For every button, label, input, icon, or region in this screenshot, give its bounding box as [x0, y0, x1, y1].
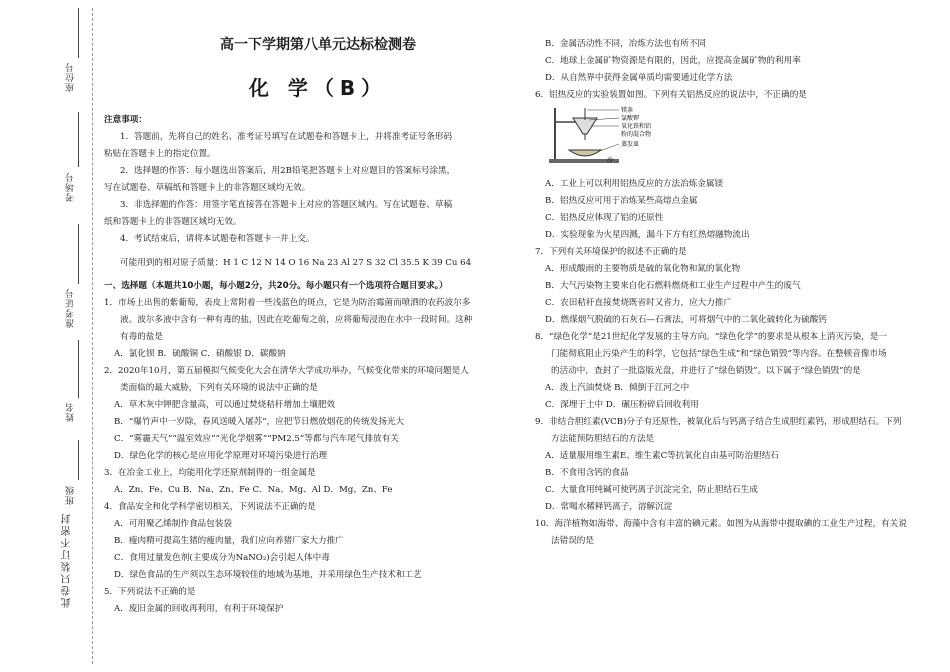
q4-option-c: C．食用过量发色剂(主要成分为NaNO₂)会引起人体中毒 — [114, 553, 330, 563]
leader-line — [597, 144, 619, 152]
q3-line-a: 3．在冶金工业上，均能用化学还原剂制得的一组金属是 — [104, 468, 316, 478]
q1-line-a: 1．市场上出售的紫葡萄，表皮上常附着一些浅蓝色的斑点，它是为防治霉菌而喷洒的农药波尔多 — [104, 298, 471, 308]
label-iron-oxide-aluminum: 氧化铁和铝 — [621, 123, 652, 130]
seat-number-label: 座位号 — [66, 62, 76, 92]
note-2b: 写在试题卷、草稿纸和答题卡上的非答题区域均无效。 — [104, 183, 311, 193]
q5-option-b: B．金属活动性不同，冶炼方法也有所不同 — [545, 39, 707, 49]
q2-option-c: C．“雾霾天气”“温室效应”“光化学烟雾”“PM2.5”等都与汽车尾气排放有关 — [114, 434, 399, 444]
q6-line-a: 6．铝热反应的实验装置如图。下列有关铝热反应的说法中，不正确的是 — [535, 90, 807, 100]
q8-line-c: 的活动中，查封了一批盗版光盘，并进行了“绿色销毁”。以下属于“绿色销毁”的是 — [551, 366, 861, 376]
binding-dashed-line — [92, 8, 93, 664]
subject-title: 化 学（B） — [248, 76, 388, 100]
q4-option-d: D．绿色食品的生产须以生态环境较佳的地域为基地，并采用绿色生产技术和工艺 — [114, 570, 422, 580]
q4-option-a: A．可用聚乙烯制作食品包装袋 — [114, 519, 232, 529]
q9-option-b: B．不食用含钙的食品 — [545, 468, 629, 478]
q8-line-a: 8．“绿色化学”是21世纪化学发展的主导方向。“绿色化学”的要求是从根本上消灭污染，是一 — [535, 332, 887, 342]
ticket-number-label: 准考证号 — [66, 288, 76, 328]
q6-option-b: B．铝热反应可用于冶炼某些高熔点金属 — [545, 196, 698, 206]
q7-option-d: D．燃煤烟气脱硫的石灰石—石膏法，可将烟气中的二氧化硫转化为硫酸钙 — [545, 315, 827, 325]
q1-options: A．氯化钡 B．硫酸铜 C．硝酸银 D．碳酸钠 — [114, 349, 286, 359]
notes-heading: 注意事项： — [104, 115, 147, 125]
q2-line-a: 2．2020年10月，第五届模拟气候变化大会在清华大学成功举办，气候变化带来的环境问题是人 — [104, 366, 469, 376]
note-3a: 3．非选择题的作答：用签字笔直接答在答题卡上对应的答题区域内。写在试题卷、草稿 — [120, 200, 453, 210]
q6-option-a: A．工业上可以利用铝热反应的方法冶炼金属镁 — [545, 179, 724, 189]
q8-options-cd: C．深埋于土中 D．碾压粉碎后回收利用 — [545, 400, 699, 410]
evaporating-dish — [569, 150, 601, 156]
q2-option-b: B．“爆竹声中一岁除，春风送暖入屠苏”，应把节日燃放烟花的传统发扬光大 — [114, 417, 405, 427]
section-1-heading: 一、选择题（本题共10小题，每小题2分，共20分。每小题只有一个选项符合题目要求。） — [104, 281, 448, 291]
exam-room-blank — [78, 112, 79, 167]
q7-option-a: A．形成酸雨的主要物质是硫的氧化物和氮的氧化物 — [545, 264, 741, 274]
left-column — [104, 112, 472, 618]
exam-title: 高一下学期第八单元达标检测卷 — [220, 37, 416, 53]
note-1a: 1．答题前，先将自己的姓名、准考证号填写在试题卷和答题卡上，并将准考证号条形码 — [120, 132, 453, 142]
label-sand: 沙 — [607, 157, 614, 164]
seat-number-blank — [78, 8, 79, 58]
q10-line-b: 法错误的是 — [551, 536, 594, 546]
seal-notice: 此卷只装订不密封 — [62, 512, 73, 608]
name-blank — [78, 340, 79, 398]
q9-line-b: 方法能预防胆结石的方法是 — [551, 434, 655, 444]
exam-room-label: 考场号 — [66, 172, 76, 202]
class-blank — [78, 440, 79, 480]
q4-option-b: B．瘦肉精可提高生猪的瘦肉量，我们应向养猪厂家大力推广 — [114, 536, 344, 546]
q6-option-c: C．铝热反应体现了铝的还原性 — [545, 213, 664, 223]
q7-option-c: C．农田秸秆直接焚烧既省时又省力，应大力推广 — [545, 298, 733, 308]
q2-option-a: A．草木灰中钾肥含量高，可以通过焚烧秸秆增加土壤肥效 — [114, 400, 336, 410]
q6-option-d: D．实验现象为火星四溅，漏斗下方有红热熔融物流出 — [545, 230, 750, 240]
ticket-number-blank — [78, 224, 79, 284]
q2-line-b: 类面临的最大威胁，下列有关环境的说法中正确的是 — [120, 383, 318, 393]
q5-option-a: A．废旧金属的回收再利用，有利于环境保护 — [114, 604, 284, 614]
q4-line-a: 4．食品安全和化学科学密切相关，下列说法不正确的是 — [104, 502, 316, 512]
class-label: 班级 — [66, 485, 76, 505]
label-potassium-chlorate: 氯酸钾 — [621, 115, 640, 122]
q9-option-d: D．常喝水稀释钙离子，溶解沉淀 — [545, 502, 673, 512]
q8-options-ab: A．泼上汽油焚烧 B．倾倒于江河之中 — [545, 383, 690, 393]
q5-option-d: D．从自然界中获得金属单质均需要通过化学方法 — [545, 73, 733, 83]
q2-option-d: D．绿色化学的核心是应用化学原理对环境污染进行治理 — [114, 451, 328, 461]
note-2a: 2．选择题的作答：每小题选出答案后，用2B铅笔把答题卡上对应题目的答案标号涂黑， — [120, 166, 456, 176]
q9-option-c: C．大量食用纯碱可使钙离子沉淀完全，防止胆结石生成 — [545, 485, 758, 495]
q5-line-a: 5．下列说法不正确的是 — [104, 587, 196, 597]
note-3b: 纸和答题卡上的非答题区域均无效。 — [104, 217, 242, 227]
q1-line-c: 有毒的盐是 — [120, 332, 163, 342]
thermite-apparatus-figure — [545, 104, 715, 166]
label-magnesium: 镁条 — [621, 107, 634, 114]
atomic-masses: 可能用到的相对原子质量：H 1 C 12 N 14 O 16 Na 23 Al 27 S 32 Cl 35.5 K 39 Cu 64 — [120, 258, 472, 268]
q8-line-b: 门能彻底阻止污染产生的科学，它包括“绿色生成”和“绿色销毁”等内容。在整顿音像市场 — [551, 349, 887, 359]
label-evaporating-dish: 蒸发皿 — [621, 141, 640, 148]
q1-line-b: 液。波尔多液中含有一种有毒的盐，因此在吃葡萄之前，应将葡萄浸泡在水中一段时间。这种 — [120, 315, 473, 325]
q7-line-a: 7．下列有关环境保护的叙述不正确的是 — [535, 247, 687, 257]
note-4: 4．考试结束后，请将本试题卷和答题卡一并上交。 — [120, 234, 315, 244]
q10-line-a: 10．海洋植物如海带、海藻中含有丰富的碘元素。如图为从海带中提取碘的工业生产过程，有关说 — [535, 519, 907, 529]
q5-option-c: C．地球上金属矿物资源是有限的，因此，应提高金属矿物的利用率 — [545, 56, 801, 66]
label-powder-mixture: 粉的混合物 — [621, 131, 652, 138]
q3-options: A．Zn、Fe、Cu B．Na、Zn、Fe C．Na、Mg、Al D．Mg、Zn、Fe — [114, 485, 393, 495]
q7-option-b: B．大气污染物主要来自化石燃料燃烧和工业生产过程中产生的废气 — [545, 281, 801, 291]
q9-line-a: 9．非结合胆红素(VCB)分子有还原性，被氧化后与钙离子结合生成胆红素钙，形成胆结石。下列 — [535, 417, 902, 427]
name-label: 姓名 — [66, 402, 76, 422]
q9-option-a: A．适量服用维生素E、维生素C等抗氧化自由基可防治胆结石 — [545, 451, 779, 461]
note-1b: 粘贴在答题卡上的指定位置。 — [104, 149, 216, 159]
